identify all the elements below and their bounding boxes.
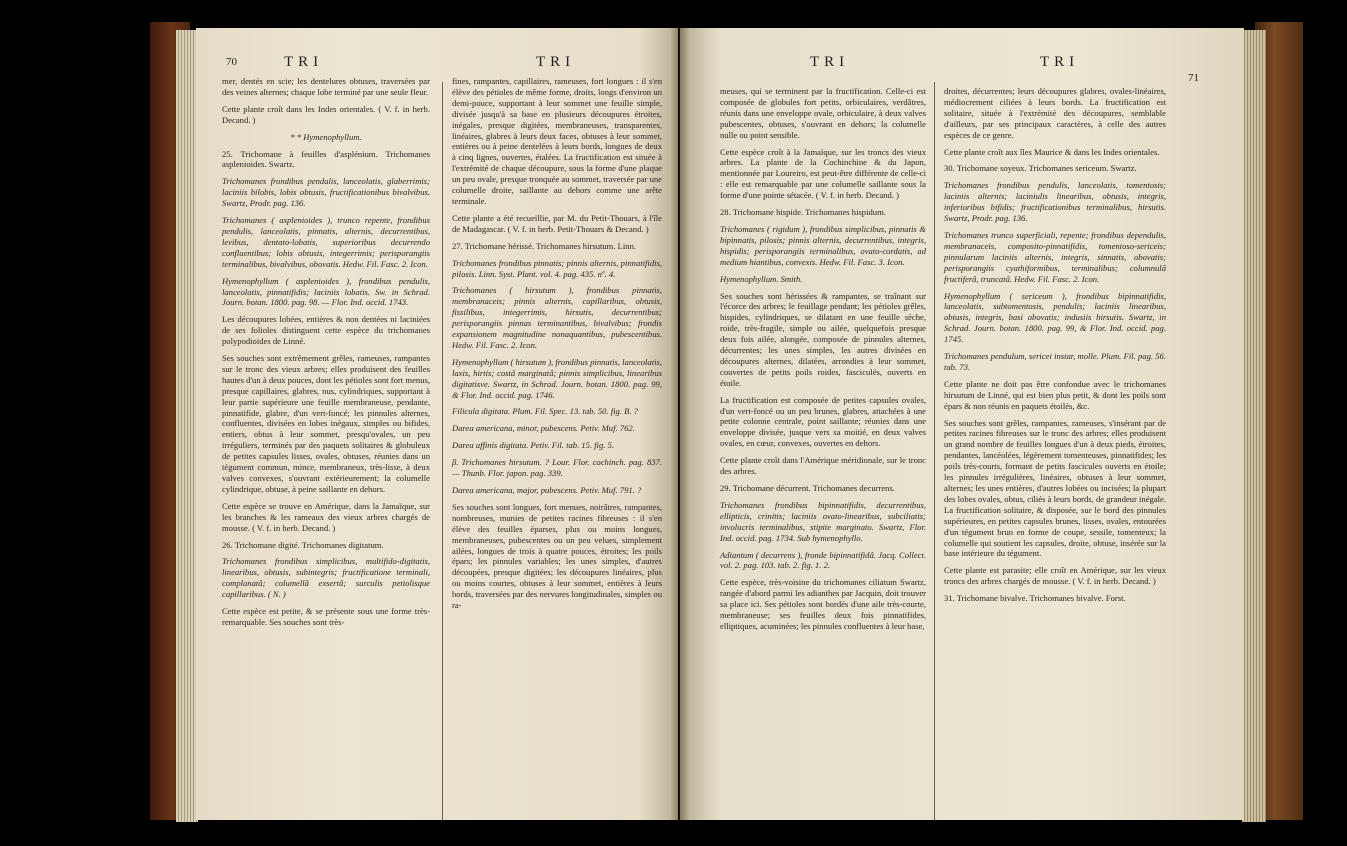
latin-diagnosis: Trichomanes frondibus pinnatis; pinnis alternis, pinnatifidis, pilosis. Linn. Syst. Plant. vol. 4. pag. 435. nº. 4. (452, 257, 662, 279)
paragraph: Ses souches sont extrêmement grêles, rameuses, rampantes sur le tronc des vieux arbres; elles produisent des feuilles hautes d'un à deux pouces, dont les pétioles sont fort menus, presque capillaires, glabres, nus, cylindriques, supportant à leur partie supérieure une feuille membraneuse, pendante, pinnatifide, glabre, d'un vert-foncé; les pinnules alternes, confluentes, divisées en lobes inégaux, simples ou bifides, entiers, obtus à leur sommet, presqu'ovales, un peu irréguliers, terminés par des paquets solitaires & globuleux de petites capsules lisses, ovales, obtuses, réunies dans un tégument commun, mince, membraneux, très-lisse, à deux valves convexes, s'ouvrant extérieurement; la columelle cylindrique, obtuse, à peine saillante en dehors. (222, 353, 430, 494)
latin-diagnosis: Trichomanes frondibus pendulis, lanceolatis, tomentosis; laciniis alternis; laciniulis linearibus, obtusis, integris, inferioribus bifidis; fructificationibus terminalibus, hirsutis. Swartz, Prodr. pag. 136. (944, 180, 1166, 224)
latin-diagnosis: Trichomanes ( asplenioides ), trunco repente, frondibus pendulis, lanceolatis, pinnatis, alternis, decurrentibus, levibus, dentato-lobatis, superioribus decurrendo confluentibus; lobis obtusis, integerrimis; perisporangiis terminalibus, bivalvibus, obovatis. Hedw. Fil. Fasc. 2. Icon. (222, 215, 430, 269)
left-page (196, 28, 678, 820)
synonym: Darea americana, major, pubescens. Petiv. Muf. 791. ? (452, 485, 642, 495)
paragraph: Ses souches sont grêles, rampantes, rameuses, s'insérant par de petites racines fibreuses sur le tronc des arbres; elles produisent un grand nombre de feuilles longues d'un à deux pieds, étroites, pendantes, lancéolées, légèrement tomenteuses, pinnatifides; les poils très-courts, formant de petits fascicules ouverts en étoile; les pinnules irrégulières, linéaires, obtuses à leur sommet, alternes; les unes entières, d'autres lobées ou incisées; la plupart des lobes ovales, obtus, ciliés à leurs bords, de grandeur inégale. La fructification solitaire, & disposée, sur le bord des pinnules supérieures, en petites capsules brunes, lisses, ovales, entourées d'un tégument brun en forme de coupe, sessile, tomenteux; la columelle qui soutient les capsules, droite, obtuse, insérée sur la base intérieure du tégument. (944, 417, 1166, 559)
species-heading: 25. Trichomane à feuilles d'asplénium. Trichomanes asplenioides. Swartz. (222, 148, 430, 170)
synonym: Darea affinis digitata. Petiv. Fil. tab. 15. fig. 5. (452, 440, 615, 451)
paragraph: Les découpures lobées, entières & non dentées ni laciniées de ses folioles distinguent cette espèce du trichomanes polypodioides de Linné. (222, 314, 430, 347)
right-page-number: 71 (1188, 72, 1199, 84)
left-page-stack (176, 30, 198, 822)
right-column-rule (934, 82, 935, 820)
paragraph: Cette plante croît dans l'Amérique méridionale, sur le tronc des arbres. (720, 455, 926, 477)
paragraph: Cette espèce croît à la Jamaïque, sur les troncs des vieux arbres. La plante de la Cochinchine & du Japon, mentionnée par Loureiro, est peut-être différente de celle-ci : elle est remarquable par une columelle saillante sous la forme d'une pointe sétacée. ( V. f. in herb. Decand. ) (720, 146, 926, 201)
book-gutter (670, 28, 690, 820)
paragraph: fines, rampantes, capillaires, rameuses, fort longues : il s'en élève des pétioles de même forme, droits, longs d'environ un demi-pouce, supportant à leur sommet une feuille simple, divisée jusqu'à sa base en plusieurs découpures étroites, inégales, presque digitées, membraneuses, transparentes, linéaires, glabres à leurs deux faces, obtuses à leur sommet, entières ou à peine dentelées à leurs bords, longues de deux à cinq lignes, ouvertes, étalées. La fructification est située à l'extrémité de chaque découpure, sous la forme d'une plaque un peu ovale, presque tronquée au sommet, traversée par une columelle droite, saillante au dehors comme une arête terminale. (452, 76, 662, 206)
paragraph: Cette plante croît dans les Indes orientales. ( V. f. in herb. Decand. ) (222, 103, 430, 125)
latin-diagnosis: Hymenophyllum ( asplenioides ), frondibus pendulis, lanceolatis, pinnatifidis; laciniis lobatis. Sw. in Schrad. Journ. botan. 1800. pag. 98. — Flor. Ind. occid. 1743. (222, 275, 430, 308)
paragraph: La fructification est composée de petites capsules ovales, d'un vert-foncé ou un peu brunes, glabres, attachées à une petite colonne centrale, point saillante; réunies dans une enveloppe divisée, jusque vers sa moitié, en deux valves ovales, en cœur, convexes, ouvertes en dehors. (720, 394, 926, 449)
paragraph: Ses souches sont longues, fort menues, noirâtres, rampantes, nombreuses, munies de petites racines fibreuses : il s'en élève des feuilles éparses, plus ou moins longues, membraneuses, pubescentes ou un peu velues, simplement ailées, longues de trois à quatre pouces, étroites; les poils épars; les pinnules variables; les unes simples, d'autres découpées, presque digitées; les découpures linéaires, plus ou moins courtes, obtuses à leur sommet, entières à leurs bords, traversées par des nervures longitudinales, simples ou ra- (452, 501, 662, 611)
synonym: Hymenophyllum. Smith. (720, 273, 803, 284)
left-page-column-2 (452, 76, 662, 617)
left-page-column-1 (222, 76, 430, 634)
paragraph: Cette espèce est petite, & se présente sous une forme très-remarquable. Ses souches sont très- (222, 606, 430, 627)
paragraph: Cette espèce, très-voisine du trichomanes ciliatum Swartz, rangée d'abord parmi les adianthes par Jacquin, doit trouver sa place ici. Ses pétioles sont bordés d'une aile très-courte, membraneuse; ses feuilles deux fois pinnatifides, elliptiques, acuminées; les pinnules confluentes à leur base, (720, 577, 926, 631)
latin-diagnosis: Hymenophyllum ( hirsutum ), frondibus pinnatis, lanceolatis, laxis, hirtis; costâ marginatâ; pinnis simplicibus, linearibus digitatisve. Swartz, in Schrad. Journ. botan. 1800. pag. 99, & Flor. Ind. occid. pag. 1746. (452, 356, 662, 400)
paragraph: droites, décurrentes; leurs découpures glabres, ovales-linéaires, médiocrement ciliées à leurs bords. La fructification est solitaire, située à l'extrémité des découpures, semblable d'ailleurs, par ses principaux caractères, à celle des autres espèces de ce genre. (944, 86, 1166, 140)
paragraph: meuses, qui se terminent par la fructification. Celle-ci est composée de globules fort petits, orbiculaires, verdâtres, réunis dans une enveloppe ovale, orbiculaire, à deux valves pubescentes, obtuses, s'ouvrant en dehors; la columelle nulle ou point sensible. (720, 86, 926, 140)
right-page-column-2 (944, 86, 1166, 610)
section-heading: * * Hymenophyllum. (290, 131, 362, 142)
synonym: Adiantum ( decurrens ), fronde bipinnatifidâ. Jacq. Collect. vol. 2. pag. 103. tab. 2. fig. 1. 2. (720, 549, 926, 571)
synonym: Filicula digitata. Plum. Fil. Spec. 13. tab. 50. fig. B. ? (452, 406, 638, 417)
synonym: β. Trichomanes hirsutum. ? Lour. Flor. cochinch. pag. 837. — Thunb. Flor. japon. pag. 339. (452, 457, 662, 479)
latin-diagnosis: Trichomanes frondibus simplicibus, multifido-digitatis, linearibus, obtusis, subintegris; fructificatione terminali, complanatâ; columellâ exsertâ; surculis petiolisque capillaribus. ( N. ) (222, 556, 430, 600)
paragraph: Cette plante est parasite; elle croît en Amérique, sur les vieux troncs des arbres chargés de mousse. ( V. f. in herb. Decand. ) (944, 565, 1166, 587)
paragraph: Cette plante a été recueillie, par M. du Petit-Thouars, à l'île de Madagascar. ( V. f. in herb. Petit-Thouars & Decand. ) (452, 212, 662, 234)
latin-diagnosis: Trichomanes frondibus bipinnatifidis, decurrentibus, ellipticis, crinitis; laciniis ovato-linearibus, subciliatis; involucris terminalibus, stipite marginato. Swartz, Flor. Ind. occid. pag. 1734. Sub hymenophyllo. (720, 499, 926, 543)
left-running-head-col2: TRI (536, 54, 576, 70)
species-heading: 31. Trichomane bivalve. Trichomanes bivalve. Forst. (944, 593, 1126, 604)
latin-diagnosis: Trichomanes ( rigidum ), frondibus simplicibus, pinnatis & bipinnatis, pilosis; pinnis alternis, decurrentibus, integris, hispidis; perisporangiis terminalibus, ovato-cordatis, ad medium hiantibus, convexis. Hedw. Fil. Fasc. 3. Icon. (720, 223, 926, 267)
species-heading: 26. Trichomane digité. Trichomanes digitatum. (222, 539, 384, 550)
left-column-rule (442, 82, 443, 820)
paragraph: mer, dentés en scie; les dentelures obtuses, traversées par des veines alternes; chaque lobe terminé par une seule fleur. (222, 76, 430, 97)
paragraph: Cette plante croît aux îles Maurice & dans les Indes orientales. (944, 146, 1160, 157)
right-page (680, 28, 1244, 820)
synonym: Darea americana, minor, pubescens. Petiv. Muf. 762. (452, 423, 635, 434)
paragraph: Cette plante ne doit pas être confondue avec le trichomanes hirsutum de Linné, qui est bien plus petit, & dont les poils sont épars & non réunis en paquets étoilés, &c. (944, 378, 1166, 411)
right-running-head-col1: TRI (810, 54, 850, 70)
synonym: Trichomanes pendulum, sericei instar, molle. Plum. Fil. pag. 56. tab. 73. (944, 351, 1166, 372)
left-running-head-col1: TRI (284, 54, 324, 70)
species-heading: 27. Trichomane hérissé. Trichomanes hirsutum. Linn. (452, 240, 637, 251)
paragraph: Cette espèce se trouve en Amérique, dans la Jamaïque, sur les branches & les rameaux des vieux arbres chargés de mousse. ( V. f. in herb. Decand. ) (222, 500, 430, 533)
species-heading: 28. Trichomane hispide. Trichomanes hispidum. (720, 207, 886, 218)
right-page-stack (1242, 30, 1266, 822)
left-page-number: 70 (226, 56, 237, 68)
right-running-head-col2: TRI (1040, 54, 1080, 70)
species-heading: 29. Trichomane décurrent. Trichomanes decurrens. (720, 483, 895, 493)
latin-diagnosis: Trichomanes ( hirsutum ), frondibus pinnatis, membranaceis; pinnis alternis, capillaribus, obtusis, fissilibus, integerrimis, hirsutis, decurrentibus; perisporangiis pinnas terminantibus, bivalvibus; frondis expansionem magnitudine nonaquantibus, pubescentibus. Hedw. Fil. Fasc. 2. Icon. (452, 285, 662, 350)
species-heading: 30. Trichomane soyeux. Trichomanes sericeum. Swartz. (944, 163, 1137, 174)
latin-diagnosis: Trichomanes frondibus pendulis, lanceolatis, glaberrimis; laciniis bilobis, lobis obtusis, fructificationibus bivalvibus. Swartz, Prodr. pag. 136. (222, 176, 430, 209)
paragraph: Ses souches sont hérissées & rampantes, se traînant sur l'écorce des arbres; le feuillage pendant; les pétioles grêles, hispides, cylindriques, se dilatant en une feuille sèche, roide, très-fragile, simple ou ailée, quelquefois presque deux fois ailée, alongée, composée de pinnules alternes, décurrentes; les unes simples, les autres divisées en découpures alternes, dilatées, arrondies à leur sommet, couvertes de petits poils roides, fasciculés, ouverts en étoile. (720, 290, 926, 388)
latin-diagnosis: Trichomanes trunco superficiali, repente; frondibus dependulis, membranaceis, composito-pinnatifidis, tomentoso-sericeis; pinnularum laciniis alternis, integris, sinnatis, obovatis; perisporangiis cyathiformibus, terminalibus; columnulâ fructiferâ, truncatâ. Hedw. Fil. Fasc. 2. Icon. (944, 229, 1166, 284)
right-page-column-1 (720, 86, 926, 638)
latin-diagnosis: Hymenophyllum ( sericeum ), frondibus bipinnatifidis, lanceolatis, subtomentosis, pendulis; laciniis linearibus, obtusis, integris, basi obovatis; indusiis hirsutis. Swartz, in Schrad. Journ. botan. 1800. pag. 99, & Flor. Ind. occid. pag. 1745. (944, 290, 1166, 345)
